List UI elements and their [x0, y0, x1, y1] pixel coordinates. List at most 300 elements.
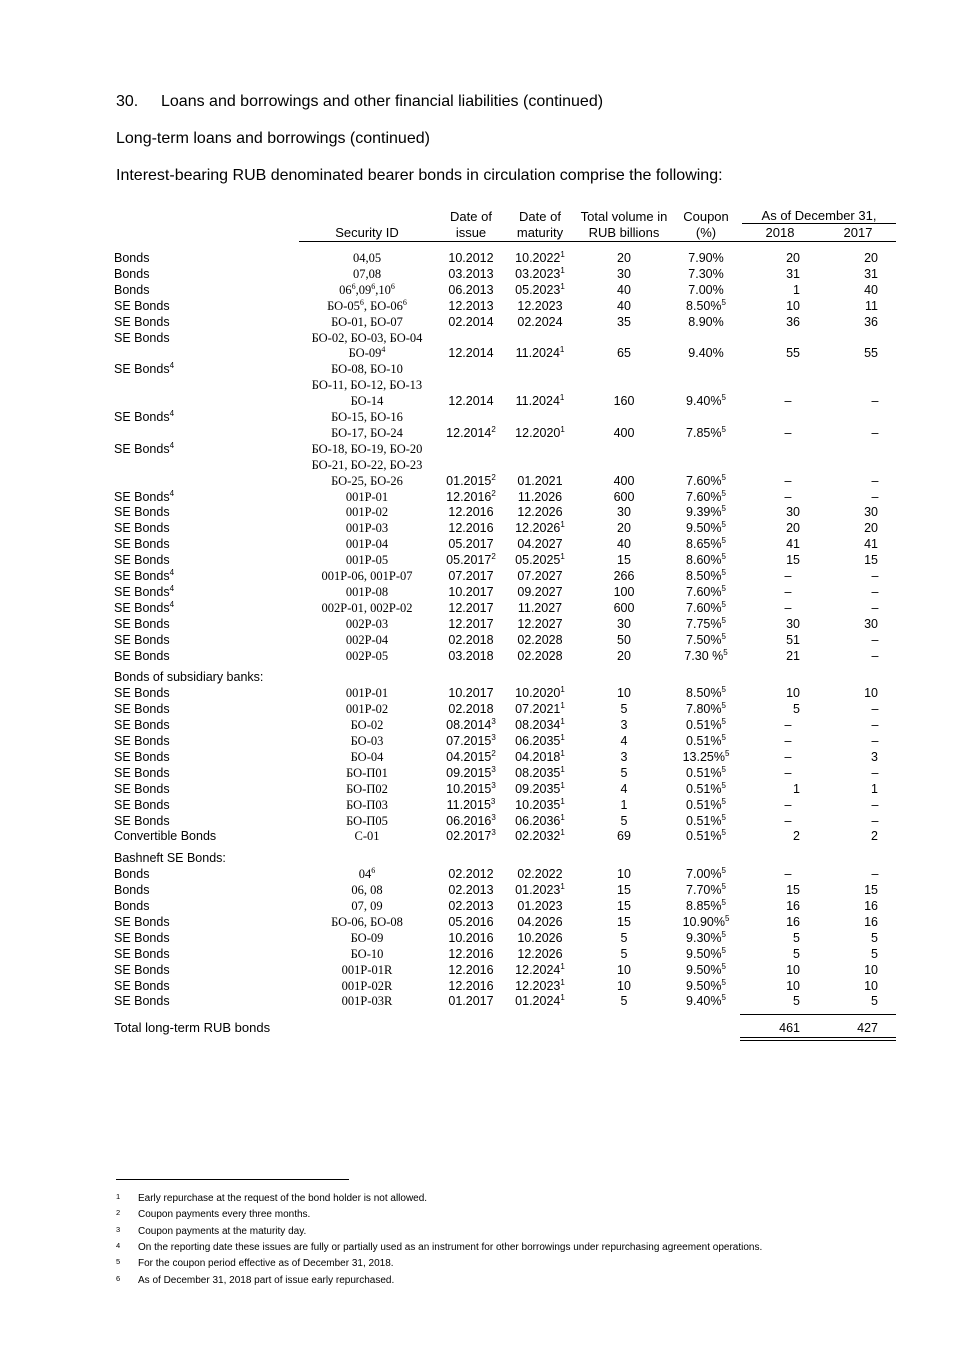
- value-2017: 5: [871, 994, 878, 1009]
- date-issue: 10.2017: [448, 584, 494, 599]
- value-2017: –: [871, 765, 879, 780]
- date-issue: 01.2015$^2$: [446, 472, 496, 488]
- section-heading: 30. Loans and borrowings and other financial liabilities (continued): [116, 93, 604, 110]
- value-2018: –: [784, 569, 792, 583]
- date-issue: 12.2017: [448, 616, 494, 631]
- value-2017: –: [871, 813, 879, 828]
- row-label: SE Bonds: [114, 330, 170, 345]
- security-id: 001Р-02: [345, 505, 389, 520]
- date-issue: 10.2017: [448, 686, 494, 701]
- security-id: 002Р-03: [345, 616, 389, 631]
- value-2018: 20: [786, 251, 800, 265]
- value-2018: 36: [786, 314, 800, 329]
- coupon: 8.65%$^5$: [686, 536, 726, 552]
- value-2017: 15: [864, 553, 878, 568]
- date-issue: 04.2015$^2$: [446, 748, 496, 764]
- date-maturity: 02.2032$^1$: [515, 828, 565, 844]
- date-maturity: 12.2026: [517, 946, 563, 961]
- coupon: 7.70%$^5$: [686, 882, 726, 898]
- coupon: 9.40%$^5$: [686, 393, 726, 409]
- volume: 10: [617, 686, 631, 701]
- date-maturity: 01.2024$^1$: [515, 993, 565, 1009]
- row-label: SE Bonds: [114, 718, 170, 733]
- row-label: SE Bonds: [114, 505, 170, 520]
- value-2018: 5: [793, 702, 800, 717]
- col-date-issue: Date of issue: [450, 209, 492, 240]
- value-2018: –: [784, 765, 792, 780]
- value-2017: 36: [864, 314, 878, 329]
- date-issue: 12.2016: [448, 962, 494, 977]
- row-label: SE Bonds$^4$: [114, 409, 175, 424]
- security-id: БО-П05: [346, 813, 388, 828]
- volume: 50: [617, 632, 631, 647]
- volume: 40: [617, 282, 631, 297]
- security-id: БО-15, БО-16: [331, 410, 403, 424]
- date-issue: 08.2014$^3$: [446, 717, 496, 733]
- value-2017: –: [871, 584, 879, 599]
- section-label: Bonds of subsidiary banks:: [114, 670, 264, 685]
- value-2017: –: [871, 489, 879, 504]
- date-issue: 11.2015$^3$: [446, 796, 496, 812]
- date-issue: 05.2016: [448, 914, 494, 929]
- security-id: БО-08, БО-10: [331, 362, 403, 377]
- date-issue: 10.2016: [448, 930, 494, 945]
- security-id: 001P-01R: [341, 962, 393, 977]
- date-maturity: 06.2036$^1$: [515, 812, 565, 828]
- security-id: С-01: [354, 829, 380, 844]
- security-id: 06, 08: [351, 883, 383, 898]
- col-volume: Total volume in RUB billions: [580, 209, 668, 240]
- value-2017: 20: [864, 521, 878, 536]
- header-rule: [299, 241, 896, 242]
- security-id: 001Р-02: [345, 702, 389, 717]
- security-id: 001Р-06, 001Р-07: [321, 569, 413, 583]
- date-maturity: 12.2023$^1$: [515, 977, 565, 993]
- volume: 5: [620, 765, 628, 780]
- date-maturity: 06.2035$^1$: [515, 733, 565, 748]
- value-2018: 5: [793, 930, 800, 945]
- value-2017: 11: [865, 298, 878, 313]
- volume: 5: [620, 994, 628, 1009]
- coupon: 0.51%$^5$: [686, 828, 726, 844]
- volume: 1: [620, 797, 628, 812]
- row-label: Bonds: [114, 282, 150, 297]
- coupon: 8.50%$^5$: [686, 568, 726, 583]
- coupon: 7.60%$^5$: [686, 583, 726, 599]
- coupon: 7.30%: [688, 266, 724, 281]
- coupon: 7.50%$^5$: [686, 631, 726, 647]
- security-id: 04,05: [352, 251, 382, 265]
- value-2017: –: [871, 867, 879, 882]
- coupon: 8.85%$^5$: [686, 898, 726, 913]
- row-label: SE Bonds: [114, 962, 170, 977]
- value-2018: –: [784, 867, 792, 882]
- date-issue: 03.2013: [448, 266, 494, 281]
- value-2018: 30: [786, 616, 800, 631]
- security-id: 001P-03R: [341, 994, 393, 1009]
- value-2018: 10: [786, 962, 800, 977]
- total-label: Total long-term RUB bonds: [114, 1020, 271, 1036]
- date-maturity: 03.2023$^1$: [515, 265, 565, 281]
- value-2017: –: [871, 734, 879, 748]
- date-issue: 12.2017: [448, 600, 494, 615]
- value-2017: 15: [864, 883, 878, 898]
- date-issue: 07.2017: [448, 569, 494, 583]
- coupon: 0.51%$^5$: [686, 733, 726, 748]
- volume: 5: [620, 813, 628, 828]
- col-date-maturity: Date of maturity: [516, 209, 564, 240]
- coupon: 7.75%$^5$: [686, 615, 726, 631]
- coupon: 9.39%$^5$: [686, 504, 726, 520]
- value-2018: 10: [786, 298, 800, 313]
- security-id: БО-06, БО-08: [331, 914, 403, 929]
- volume: 266: [613, 569, 635, 583]
- coupon: 9.50%$^5$: [686, 520, 726, 536]
- value-2018: 10: [786, 978, 800, 993]
- date-issue: 12.2016: [448, 946, 494, 961]
- security-id: 001Р-04: [345, 537, 389, 552]
- value-2018: 10: [786, 686, 800, 701]
- volume: 15: [617, 899, 631, 913]
- value-2017: –: [871, 569, 879, 583]
- date-maturity: 10.2022$^1$: [515, 250, 565, 265]
- value-2017: 10: [864, 978, 878, 993]
- security-id: 07,08: [352, 266, 382, 281]
- security-id: БО-17, БО-24: [331, 425, 403, 440]
- row-label: Bonds: [114, 899, 150, 913]
- date-maturity: 05.2025$^1$: [515, 552, 565, 568]
- date-issue: 02.2018: [448, 632, 494, 647]
- value-2018: 1: [793, 781, 800, 796]
- coupon: 0.51%$^5$: [686, 717, 726, 733]
- date-issue: 01.2017: [448, 994, 494, 1009]
- volume: 10: [617, 962, 631, 977]
- row-label: SE Bonds$^4$: [114, 583, 175, 599]
- col-2018: 2018: [765, 225, 795, 240]
- security-id: БО-03: [350, 734, 384, 748]
- security-id: БО-04: [350, 749, 384, 764]
- security-id: БО-П02: [346, 781, 388, 796]
- security-id: БО-П03: [346, 797, 388, 812]
- section-label: Bashneft SE Bonds:: [114, 851, 226, 866]
- coupon: 8.90%: [688, 314, 724, 329]
- date-maturity: 11.2024$^1$: [515, 393, 565, 409]
- total-double-rule: [740, 1037, 896, 1038]
- value-2017: 31: [864, 266, 878, 281]
- value-2017: 1: [871, 781, 878, 796]
- total-rule-top: [740, 1014, 896, 1015]
- security-id: БО-02, БО-03, БО-04: [311, 330, 423, 345]
- date-issue: 12.2014: [448, 346, 494, 361]
- row-label: SE Bonds: [114, 298, 170, 313]
- date-issue: 07.2015$^3$: [446, 733, 496, 748]
- volume: 100: [613, 584, 635, 599]
- row-label: SE Bonds: [114, 797, 170, 812]
- value-2017: 40: [864, 282, 878, 297]
- row-label: Bonds: [114, 867, 150, 882]
- value-2018: –: [784, 425, 792, 440]
- value-2018: –: [784, 718, 792, 733]
- row-label: SE Bonds: [114, 749, 170, 764]
- security-id: БО-09: [350, 930, 384, 945]
- date-maturity: 07.2027: [517, 569, 563, 583]
- col-as-of: As of December 31,: [761, 208, 877, 223]
- coupon: 8.50%$^5$: [686, 297, 726, 313]
- security-id: БО-21, БО-22, БО-23: [311, 457, 423, 472]
- volume: 400: [613, 425, 635, 440]
- date-maturity: 02.2024: [517, 314, 563, 329]
- value-2017: –: [871, 425, 879, 440]
- coupon: 7.60%$^5$: [686, 599, 726, 615]
- date-maturity: 02.2028: [517, 632, 563, 647]
- value-2017: 55: [864, 346, 878, 361]
- volume: 600: [613, 600, 635, 615]
- security-id: БО-П01: [346, 765, 388, 780]
- date-issue: 02.2013: [448, 899, 494, 913]
- col-security-id: Security ID: [335, 225, 399, 240]
- row-label: Bonds: [114, 883, 150, 898]
- date-maturity: 09.2035$^1$: [515, 780, 565, 796]
- value-2018: 15: [786, 553, 800, 568]
- date-maturity: 11.2027: [517, 600, 563, 615]
- value-2017: 10: [864, 962, 878, 977]
- security-id: 001Р-01: [345, 489, 389, 504]
- security-id: БО-25, БО-26: [331, 473, 403, 488]
- volume: 40: [617, 298, 631, 313]
- date-maturity: 12.2026: [517, 505, 563, 520]
- value-2017: 30: [864, 616, 878, 631]
- row-label: SE Bonds: [114, 553, 170, 568]
- date-maturity: 10.2020$^1$: [515, 685, 565, 701]
- coupon: 9.50%$^5$: [686, 945, 726, 961]
- volume: 15: [617, 553, 631, 568]
- value-2017: –: [871, 600, 879, 615]
- volume: 30: [617, 505, 631, 520]
- row-label: SE Bonds$^4$: [114, 599, 175, 615]
- subsection-heading: Long-term loans and borrowings (continued): [116, 130, 430, 147]
- date-maturity: 10.2035$^1$: [515, 796, 565, 812]
- volume: 20: [617, 251, 631, 265]
- volume: 3: [620, 718, 628, 733]
- value-2018: –: [784, 394, 792, 409]
- date-issue: 02.2013: [448, 883, 494, 898]
- date-issue: 12.2014: [448, 394, 494, 409]
- volume: 600: [613, 489, 635, 504]
- value-2017: –: [871, 473, 879, 488]
- value-2018: 1: [793, 282, 800, 297]
- value-2018: 16: [786, 899, 800, 913]
- coupon: 7.00%: [688, 282, 724, 297]
- date-issue: 02.2017$^3$: [446, 828, 496, 844]
- value-2018: 5: [793, 946, 800, 961]
- date-issue: 03.2018: [448, 648, 494, 663]
- row-label: SE Bonds: [114, 648, 170, 663]
- date-maturity: 01.2021: [517, 473, 563, 488]
- value-2018: 30: [786, 505, 800, 520]
- row-label: SE Bonds: [114, 813, 170, 828]
- coupon: 0.51%$^5$: [686, 764, 726, 780]
- row-label: SE Bonds: [114, 686, 170, 701]
- value-2018: 2: [793, 829, 800, 844]
- value-2017: –: [871, 718, 879, 733]
- coupon: 0.51%$^5$: [686, 780, 726, 796]
- coupon: 7.90%: [688, 251, 724, 265]
- row-label: SE Bonds: [114, 616, 170, 631]
- value-2018: 5: [793, 994, 800, 1009]
- coupon: 13.25%$^5$: [682, 748, 730, 764]
- coupon: 9.30%$^5$: [686, 929, 726, 945]
- value-2017: 10: [864, 686, 878, 701]
- coupon: 7.30 %$^5$: [684, 647, 728, 663]
- date-maturity: 12.2026$^1$: [515, 520, 565, 536]
- value-2017: –: [871, 648, 879, 663]
- row-label: SE Bonds: [114, 914, 170, 929]
- date-maturity: 02.2022: [517, 867, 563, 882]
- date-issue: 02.2012: [448, 867, 494, 882]
- coupon: 9.40%: [688, 346, 724, 361]
- value-2017: –: [871, 632, 879, 647]
- date-issue: 02.2014: [448, 314, 494, 329]
- security-id: БО-14: [350, 394, 384, 409]
- volume: 65: [617, 346, 631, 361]
- value-2018: 21: [786, 648, 800, 663]
- date-issue: 12.2014$^2$: [446, 424, 496, 440]
- volume: 10: [617, 867, 631, 882]
- value-2018: 41: [786, 537, 800, 552]
- value-2018: –: [784, 797, 792, 812]
- value-2017: –: [871, 797, 879, 812]
- coupon: 10.90%$^5$: [682, 913, 730, 929]
- value-2017: 16: [864, 914, 878, 929]
- total-double-rule: [740, 1040, 896, 1041]
- row-label: SE Bonds: [114, 314, 170, 329]
- value-2018: –: [784, 473, 792, 488]
- coupon: 8.50%$^5$: [686, 685, 726, 701]
- date-maturity: 11.2024$^1$: [515, 345, 565, 361]
- row-label: SE Bonds: [114, 765, 170, 780]
- row-label: SE Bonds: [114, 632, 170, 647]
- date-maturity: 05.2023$^1$: [515, 281, 565, 297]
- date-issue: 10.2012: [448, 251, 494, 265]
- date-issue: 05.2017$^2$: [446, 552, 496, 568]
- value-2017: 5: [871, 930, 878, 945]
- security-id: 002Р-01, 002Р-02: [321, 600, 413, 615]
- volume: 35: [617, 314, 631, 329]
- volume: 20: [617, 521, 631, 536]
- security-id: БО-01, БО-07: [331, 314, 403, 329]
- coupon: 9.50%$^5$: [686, 961, 726, 977]
- total-2018: 461: [779, 1021, 800, 1036]
- volume: 15: [617, 914, 631, 929]
- date-issue: 12.2016$^2$: [446, 488, 496, 504]
- date-maturity: 01.2023$^1$: [515, 882, 565, 898]
- date-issue: 02.2018: [448, 702, 494, 717]
- security-id: 002Р-04: [345, 632, 389, 647]
- volume: 400: [613, 473, 635, 488]
- volume: 30: [617, 266, 631, 281]
- security-id: БО-11, БО-12, БО-13: [311, 378, 423, 393]
- date-issue: 10.2015$^3$: [446, 780, 496, 796]
- value-2017: –: [871, 394, 879, 409]
- volume: 30: [617, 616, 631, 631]
- row-label: SE Bonds$^4$: [114, 488, 175, 504]
- security-id: $06^6,09^6,10^6$: [339, 281, 395, 297]
- coupon: 7.80%$^5$: [686, 701, 726, 717]
- intro-text: Interest-bearing RUB denominated bearer bonds in circulation comprise the following:: [116, 167, 723, 184]
- date-maturity: 04.2027: [517, 537, 563, 552]
- row-label: SE Bonds: [114, 930, 170, 945]
- coupon: 7.00%$^5$: [686, 866, 726, 882]
- security-id: 001Р-08: [345, 584, 389, 599]
- total-2017: 427: [857, 1021, 878, 1036]
- volume: 40: [617, 537, 631, 552]
- row-label: SE Bonds$^4$: [114, 440, 175, 456]
- row-label: SE Bonds: [114, 946, 170, 961]
- volume: 15: [617, 883, 631, 898]
- date-issue: 12.2016: [448, 521, 494, 536]
- volume: 160: [613, 394, 635, 409]
- security-id: БО-18, БО-19, БО-20: [311, 441, 423, 456]
- row-label: Bonds: [114, 251, 150, 265]
- security-id: 001P-02R: [341, 978, 393, 993]
- volume: 20: [617, 648, 631, 663]
- date-issue: 09.2015$^3$: [446, 764, 496, 780]
- header-rule-as-of: [742, 223, 896, 224]
- date-issue: 12.2016: [448, 505, 494, 520]
- date-maturity: 10.2026: [517, 930, 563, 945]
- value-2018: –: [784, 489, 792, 504]
- value-2017: 16: [864, 899, 878, 913]
- date-maturity: 08.2035$^1$: [515, 764, 565, 780]
- row-label: Convertible Bonds: [114, 829, 217, 844]
- value-2018: –: [784, 600, 792, 615]
- value-2018: –: [784, 749, 792, 764]
- volume: 5: [620, 702, 628, 717]
- security-id: 002Р-05: [345, 648, 389, 663]
- value-2018: 20: [786, 521, 800, 536]
- coupon: 9.40%$^5$: [686, 993, 726, 1009]
- security-id: $04^6$: [358, 866, 376, 882]
- col-coupon: Coupon (%): [683, 209, 729, 240]
- security-id: $БО-09^4$: [348, 345, 386, 361]
- volume: 3: [620, 749, 628, 764]
- value-2017: 3: [871, 749, 878, 764]
- value-2017: 30: [864, 505, 878, 520]
- coupon: 0.51%$^5$: [686, 796, 726, 812]
- date-maturity: 09.2027: [517, 584, 563, 599]
- volume: 10: [617, 978, 631, 993]
- row-label: SE Bonds: [114, 702, 170, 717]
- value-2017: –: [871, 702, 879, 717]
- security-id: БО-10: [350, 946, 384, 961]
- date-issue: 05.2017: [448, 537, 494, 552]
- date-maturity: 01.2023: [517, 899, 563, 913]
- security-id: 001Р-03: [345, 521, 389, 536]
- value-2017: 20: [864, 251, 878, 265]
- row-label: SE Bonds: [114, 994, 170, 1009]
- row-label: SE Bonds: [114, 521, 170, 536]
- volume: 4: [620, 734, 628, 748]
- value-2018: –: [784, 813, 792, 828]
- footnote-separator: [116, 1179, 349, 1180]
- date-issue: 06.2016$^3$: [446, 812, 496, 828]
- row-label: Bonds: [114, 266, 150, 281]
- date-maturity: 04.2018$^1$: [515, 748, 565, 764]
- value-2018: 55: [786, 346, 800, 361]
- volume: 69: [617, 829, 631, 844]
- security-id: 001Р-01: [345, 686, 389, 701]
- value-2018: 16: [786, 914, 800, 929]
